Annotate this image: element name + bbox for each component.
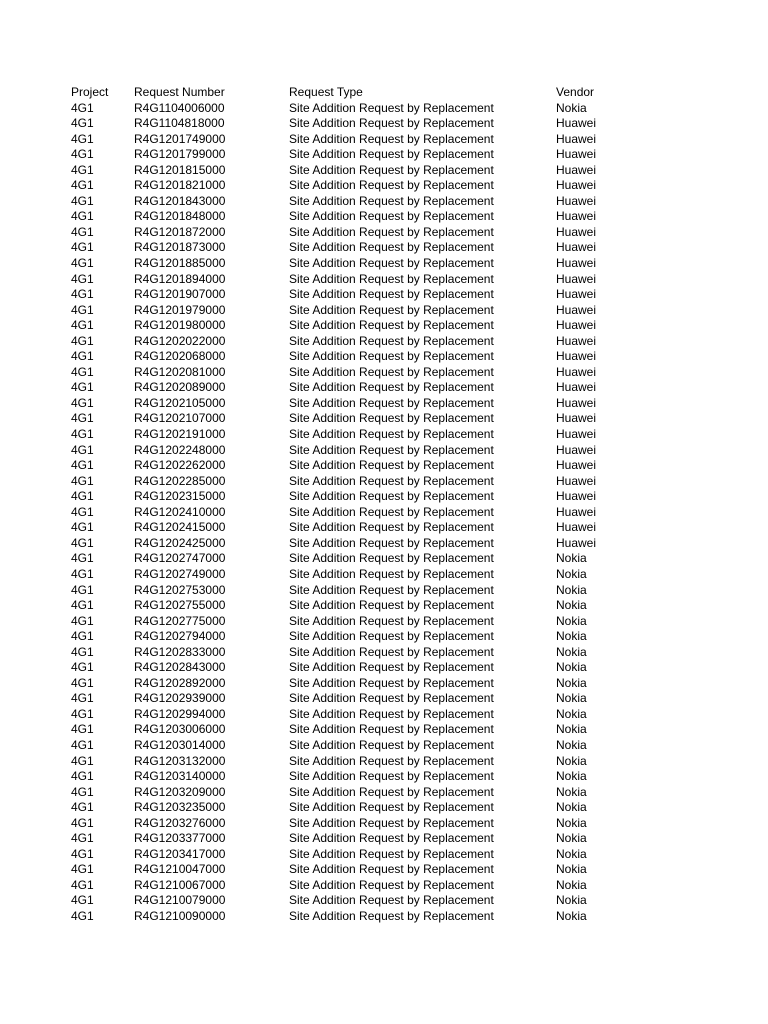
cell-project: 4G1 xyxy=(71,240,94,255)
cell-request-number: R4G1202068000 xyxy=(134,349,226,364)
cell-request-number: R4G1202191000 xyxy=(134,427,226,442)
cell-vendor: Huawei xyxy=(556,240,597,255)
table-row xyxy=(0,163,768,179)
cell-vendor: Nokia xyxy=(556,644,587,659)
table-row xyxy=(0,676,768,692)
cell-request-number: R4G1203417000 xyxy=(134,846,226,861)
cell-vendor: Huawei xyxy=(556,131,597,146)
cell-request-number: R4G1201894000 xyxy=(134,271,226,286)
cell-request-number: R4G1203209000 xyxy=(134,784,226,799)
cell-vendor: Nokia xyxy=(556,908,587,923)
cell-request-type: Site Addition Request by Replacement xyxy=(289,333,494,348)
cell-vendor: Huawei xyxy=(556,318,597,333)
cell-project: 4G1 xyxy=(71,147,94,162)
table-row xyxy=(0,225,768,241)
cell-vendor: Nokia xyxy=(556,691,587,706)
cell-vendor: Huawei xyxy=(556,442,597,457)
cell-project: 4G1 xyxy=(71,675,94,690)
cell-vendor: Huawei xyxy=(556,162,597,177)
table-row xyxy=(0,287,768,303)
cell-vendor: Huawei xyxy=(556,395,597,410)
cell-request-number: R4G1210067000 xyxy=(134,877,226,892)
cell-vendor: Nokia xyxy=(556,675,587,690)
cell-project: 4G1 xyxy=(71,473,94,488)
cell-project: 4G1 xyxy=(71,349,94,364)
cell-request-type: Site Addition Request by Replacement xyxy=(289,691,494,706)
cell-vendor: Nokia xyxy=(556,862,587,877)
cell-request-number: R4G1202089000 xyxy=(134,380,226,395)
table-row xyxy=(0,349,768,365)
cell-request-number: R4G1202749000 xyxy=(134,566,226,581)
cell-request-type: Site Addition Request by Replacement xyxy=(289,598,494,613)
table-row xyxy=(0,334,768,350)
cell-project: 4G1 xyxy=(71,193,94,208)
table-row xyxy=(0,178,768,194)
cell-request-type: Site Addition Request by Replacement xyxy=(289,675,494,690)
cell-request-number: R4G1202022000 xyxy=(134,333,226,348)
cell-request-type: Site Addition Request by Replacement xyxy=(289,427,494,442)
cell-project: 4G1 xyxy=(71,287,94,302)
cell-vendor: Nokia xyxy=(556,722,587,737)
header-request-type: Request Type xyxy=(289,85,363,99)
cell-vendor: Nokia xyxy=(556,629,587,644)
cell-request-number: R4G1202939000 xyxy=(134,691,226,706)
cell-request-number: R4G1202107000 xyxy=(134,411,226,426)
cell-project: 4G1 xyxy=(71,629,94,644)
cell-request-number: R4G1201799000 xyxy=(134,147,226,162)
cell-request-number: R4G1203235000 xyxy=(134,800,226,815)
cell-request-type: Site Addition Request by Replacement xyxy=(289,271,494,286)
cell-project: 4G1 xyxy=(71,427,94,442)
cell-vendor: Nokia xyxy=(556,551,587,566)
table-row xyxy=(0,318,768,334)
cell-request-type: Site Addition Request by Replacement xyxy=(289,722,494,737)
cell-project: 4G1 xyxy=(71,706,94,721)
table-row xyxy=(0,785,768,801)
cell-project: 4G1 xyxy=(71,489,94,504)
table-row xyxy=(0,458,768,474)
cell-request-number: R4G1201821000 xyxy=(134,178,226,193)
cell-project: 4G1 xyxy=(71,800,94,815)
table-row xyxy=(0,738,768,754)
table-row xyxy=(0,256,768,272)
cell-project: 4G1 xyxy=(71,458,94,473)
cell-project: 4G1 xyxy=(71,318,94,333)
table-row xyxy=(0,396,768,412)
table-row xyxy=(0,116,768,132)
table-row xyxy=(0,427,768,443)
cell-project: 4G1 xyxy=(71,364,94,379)
cell-vendor: Huawei xyxy=(556,520,597,535)
cell-project: 4G1 xyxy=(71,178,94,193)
cell-request-type: Site Addition Request by Replacement xyxy=(289,442,494,457)
cell-request-type: Site Addition Request by Replacement xyxy=(289,660,494,675)
table-row xyxy=(0,800,768,816)
header-request-number: Request Number xyxy=(134,85,225,99)
cell-request-type: Site Addition Request by Replacement xyxy=(289,318,494,333)
cell-request-type: Site Addition Request by Replacement xyxy=(289,193,494,208)
cell-request-type: Site Addition Request by Replacement xyxy=(289,862,494,877)
cell-vendor: Nokia xyxy=(556,784,587,799)
cell-vendor: Nokia xyxy=(556,582,587,597)
cell-project: 4G1 xyxy=(71,815,94,830)
cell-vendor: Huawei xyxy=(556,411,597,426)
cell-request-number: R4G1202775000 xyxy=(134,613,226,628)
table-row xyxy=(0,707,768,723)
cell-project: 4G1 xyxy=(71,380,94,395)
table-row xyxy=(0,536,768,552)
table-row xyxy=(0,598,768,614)
cell-project: 4G1 xyxy=(71,644,94,659)
cell-project: 4G1 xyxy=(71,598,94,613)
cell-vendor: Huawei xyxy=(556,116,597,131)
cell-request-type: Site Addition Request by Replacement xyxy=(289,582,494,597)
table-row xyxy=(0,132,768,148)
cell-request-number: R4G1202248000 xyxy=(134,442,226,457)
cell-request-number: R4G1201979000 xyxy=(134,302,226,317)
cell-project: 4G1 xyxy=(71,877,94,892)
header-project: Project xyxy=(71,85,109,99)
table-row xyxy=(0,722,768,738)
cell-project: 4G1 xyxy=(71,862,94,877)
cell-project: 4G1 xyxy=(71,209,94,224)
cell-vendor: Huawei xyxy=(556,302,597,317)
cell-project: 4G1 xyxy=(71,753,94,768)
cell-request-number: R4G1202410000 xyxy=(134,504,226,519)
cell-request-number: R4G1202315000 xyxy=(134,489,226,504)
cell-request-type: Site Addition Request by Replacement xyxy=(289,147,494,162)
cell-project: 4G1 xyxy=(71,302,94,317)
cell-request-number: R4G1202262000 xyxy=(134,458,226,473)
table-row xyxy=(0,629,768,645)
cell-vendor: Huawei xyxy=(556,380,597,395)
cell-vendor: Nokia xyxy=(556,598,587,613)
table-body xyxy=(0,101,768,925)
cell-request-type: Site Addition Request by Replacement xyxy=(289,116,494,131)
cell-request-number: R4G1104006000 xyxy=(134,100,225,115)
cell-project: 4G1 xyxy=(71,613,94,628)
cell-project: 4G1 xyxy=(71,831,94,846)
cell-request-number: R4G1201872000 xyxy=(134,224,226,239)
cell-request-number: R4G1203377000 xyxy=(134,831,226,846)
cell-request-number: R4G1210079000 xyxy=(134,893,226,908)
table-row xyxy=(0,520,768,536)
table-row xyxy=(0,691,768,707)
cell-request-type: Site Addition Request by Replacement xyxy=(289,395,494,410)
table-row xyxy=(0,909,768,925)
cell-project: 4G1 xyxy=(71,722,94,737)
cell-request-number: R4G1202081000 xyxy=(134,364,226,379)
table-row xyxy=(0,365,768,381)
cell-project: 4G1 xyxy=(71,737,94,752)
cell-request-type: Site Addition Request by Replacement xyxy=(289,815,494,830)
cell-vendor: Nokia xyxy=(556,769,587,784)
cell-request-number: R4G1202425000 xyxy=(134,535,226,550)
cell-request-type: Site Addition Request by Replacement xyxy=(289,769,494,784)
cell-request-number: R4G1202892000 xyxy=(134,675,226,690)
cell-project: 4G1 xyxy=(71,551,94,566)
cell-request-number: R4G1202755000 xyxy=(134,598,226,613)
cell-project: 4G1 xyxy=(71,271,94,286)
table-row xyxy=(0,147,768,163)
cell-vendor: Nokia xyxy=(556,877,587,892)
cell-request-type: Site Addition Request by Replacement xyxy=(289,706,494,721)
cell-project: 4G1 xyxy=(71,893,94,908)
cell-project: 4G1 xyxy=(71,411,94,426)
cell-request-type: Site Addition Request by Replacement xyxy=(289,629,494,644)
cell-project: 4G1 xyxy=(71,769,94,784)
cell-request-number: R4G1104818000 xyxy=(134,116,225,131)
cell-vendor: Huawei xyxy=(556,271,597,286)
table-row xyxy=(0,862,768,878)
cell-vendor: Nokia xyxy=(556,706,587,721)
cell-vendor: Huawei xyxy=(556,535,597,550)
table-row xyxy=(0,645,768,661)
cell-vendor: Huawei xyxy=(556,333,597,348)
cell-project: 4G1 xyxy=(71,442,94,457)
cell-project: 4G1 xyxy=(71,691,94,706)
cell-request-type: Site Addition Request by Replacement xyxy=(289,100,494,115)
table-row xyxy=(0,893,768,909)
cell-vendor: Huawei xyxy=(556,458,597,473)
cell-request-type: Site Addition Request by Replacement xyxy=(289,737,494,752)
cell-request-type: Site Addition Request by Replacement xyxy=(289,535,494,550)
table-row xyxy=(0,443,768,459)
cell-request-number: R4G1202753000 xyxy=(134,582,226,597)
cell-request-type: Site Addition Request by Replacement xyxy=(289,364,494,379)
cell-vendor: Nokia xyxy=(556,846,587,861)
cell-request-type: Site Addition Request by Replacement xyxy=(289,908,494,923)
cell-request-type: Site Addition Request by Replacement xyxy=(289,256,494,271)
cell-vendor: Huawei xyxy=(556,349,597,364)
cell-request-number: R4G1201873000 xyxy=(134,240,226,255)
cell-project: 4G1 xyxy=(71,520,94,535)
cell-request-number: R4G1201815000 xyxy=(134,162,226,177)
cell-request-type: Site Addition Request by Replacement xyxy=(289,162,494,177)
cell-request-type: Site Addition Request by Replacement xyxy=(289,411,494,426)
cell-project: 4G1 xyxy=(71,256,94,271)
cell-request-type: Site Addition Request by Replacement xyxy=(289,224,494,239)
cell-project: 4G1 xyxy=(71,100,94,115)
table-row xyxy=(0,551,768,567)
table-row xyxy=(0,831,768,847)
table-row xyxy=(0,240,768,256)
table-header-row xyxy=(0,85,768,101)
cell-request-type: Site Addition Request by Replacement xyxy=(289,458,494,473)
request-table xyxy=(0,85,768,925)
cell-request-type: Site Addition Request by Replacement xyxy=(289,613,494,628)
cell-vendor: Nokia xyxy=(556,660,587,675)
cell-vendor: Huawei xyxy=(556,193,597,208)
cell-request-type: Site Addition Request by Replacement xyxy=(289,131,494,146)
cell-request-type: Site Addition Request by Replacement xyxy=(289,551,494,566)
cell-vendor: Huawei xyxy=(556,473,597,488)
table-row xyxy=(0,769,768,785)
cell-project: 4G1 xyxy=(71,908,94,923)
table-row xyxy=(0,303,768,319)
table-row xyxy=(0,194,768,210)
table-row xyxy=(0,380,768,396)
cell-request-number: R4G1202285000 xyxy=(134,473,226,488)
table-row xyxy=(0,567,768,583)
table-row xyxy=(0,474,768,490)
cell-vendor: Huawei xyxy=(556,178,597,193)
cell-vendor: Huawei xyxy=(556,364,597,379)
cell-project: 4G1 xyxy=(71,582,94,597)
cell-vendor: Huawei xyxy=(556,489,597,504)
table-row xyxy=(0,878,768,894)
cell-project: 4G1 xyxy=(71,504,94,519)
cell-vendor: Nokia xyxy=(556,815,587,830)
cell-request-type: Site Addition Request by Replacement xyxy=(289,753,494,768)
cell-project: 4G1 xyxy=(71,131,94,146)
table-row xyxy=(0,101,768,117)
cell-request-number: R4G1201980000 xyxy=(134,318,226,333)
cell-request-type: Site Addition Request by Replacement xyxy=(289,287,494,302)
header-vendor: Vendor xyxy=(556,85,595,99)
table-row xyxy=(0,847,768,863)
table-row xyxy=(0,209,768,225)
cell-request-type: Site Addition Request by Replacement xyxy=(289,877,494,892)
table-row xyxy=(0,583,768,599)
cell-project: 4G1 xyxy=(71,116,94,131)
cell-request-type: Site Addition Request by Replacement xyxy=(289,349,494,364)
cell-vendor: Huawei xyxy=(556,256,597,271)
cell-vendor: Nokia xyxy=(556,100,587,115)
cell-request-number: R4G1202794000 xyxy=(134,629,226,644)
cell-request-type: Site Addition Request by Replacement xyxy=(289,831,494,846)
cell-request-type: Site Addition Request by Replacement xyxy=(289,473,494,488)
cell-request-type: Site Addition Request by Replacement xyxy=(289,504,494,519)
cell-vendor: Nokia xyxy=(556,566,587,581)
cell-request-number: R4G1201749000 xyxy=(134,131,226,146)
cell-request-number: R4G1202105000 xyxy=(134,395,226,410)
cell-request-number: R4G1203276000 xyxy=(134,815,226,830)
cell-project: 4G1 xyxy=(71,784,94,799)
cell-request-type: Site Addition Request by Replacement xyxy=(289,302,494,317)
cell-vendor: Nokia xyxy=(556,613,587,628)
cell-request-number: R4G1201907000 xyxy=(134,287,226,302)
cell-vendor: Nokia xyxy=(556,831,587,846)
table-row xyxy=(0,660,768,676)
cell-request-type: Site Addition Request by Replacement xyxy=(289,209,494,224)
cell-request-number: R4G1203132000 xyxy=(134,753,226,768)
cell-project: 4G1 xyxy=(71,846,94,861)
cell-request-type: Site Addition Request by Replacement xyxy=(289,800,494,815)
table-row xyxy=(0,411,768,427)
table-row xyxy=(0,505,768,521)
cell-vendor: Huawei xyxy=(556,209,597,224)
cell-request-type: Site Addition Request by Replacement xyxy=(289,380,494,395)
cell-request-number: R4G1202843000 xyxy=(134,660,226,675)
table-row xyxy=(0,614,768,630)
cell-request-type: Site Addition Request by Replacement xyxy=(289,489,494,504)
cell-project: 4G1 xyxy=(71,395,94,410)
cell-request-number: R4G1202415000 xyxy=(134,520,226,535)
cell-request-number: R4G1202833000 xyxy=(134,644,226,659)
cell-request-type: Site Addition Request by Replacement xyxy=(289,846,494,861)
cell-request-number: R4G1201885000 xyxy=(134,256,226,271)
table-row xyxy=(0,754,768,770)
cell-vendor: Huawei xyxy=(556,147,597,162)
cell-vendor: Huawei xyxy=(556,287,597,302)
cell-request-number: R4G1203006000 xyxy=(134,722,226,737)
cell-vendor: Nokia xyxy=(556,737,587,752)
table-row xyxy=(0,489,768,505)
cell-request-type: Site Addition Request by Replacement xyxy=(289,520,494,535)
cell-vendor: Huawei xyxy=(556,224,597,239)
cell-project: 4G1 xyxy=(71,660,94,675)
table-row xyxy=(0,272,768,288)
cell-project: 4G1 xyxy=(71,566,94,581)
cell-request-number: R4G1210047000 xyxy=(134,862,226,877)
cell-request-number: R4G1210090000 xyxy=(134,908,226,923)
cell-request-type: Site Addition Request by Replacement xyxy=(289,644,494,659)
cell-project: 4G1 xyxy=(71,224,94,239)
cell-vendor: Huawei xyxy=(556,427,597,442)
cell-vendor: Nokia xyxy=(556,753,587,768)
cell-project: 4G1 xyxy=(71,333,94,348)
cell-request-type: Site Addition Request by Replacement xyxy=(289,784,494,799)
cell-vendor: Huawei xyxy=(556,504,597,519)
cell-request-type: Site Addition Request by Replacement xyxy=(289,178,494,193)
cell-request-number: R4G1201843000 xyxy=(134,193,226,208)
cell-request-number: R4G1201848000 xyxy=(134,209,226,224)
table-row xyxy=(0,816,768,832)
cell-vendor: Nokia xyxy=(556,893,587,908)
cell-request-number: R4G1202994000 xyxy=(134,706,226,721)
cell-request-type: Site Addition Request by Replacement xyxy=(289,240,494,255)
cell-request-number: R4G1203014000 xyxy=(134,737,226,752)
cell-project: 4G1 xyxy=(71,162,94,177)
cell-vendor: Nokia xyxy=(556,800,587,815)
cell-request-number: R4G1202747000 xyxy=(134,551,226,566)
cell-request-number: R4G1203140000 xyxy=(134,769,226,784)
cell-request-type: Site Addition Request by Replacement xyxy=(289,893,494,908)
cell-project: 4G1 xyxy=(71,535,94,550)
cell-request-type: Site Addition Request by Replacement xyxy=(289,566,494,581)
